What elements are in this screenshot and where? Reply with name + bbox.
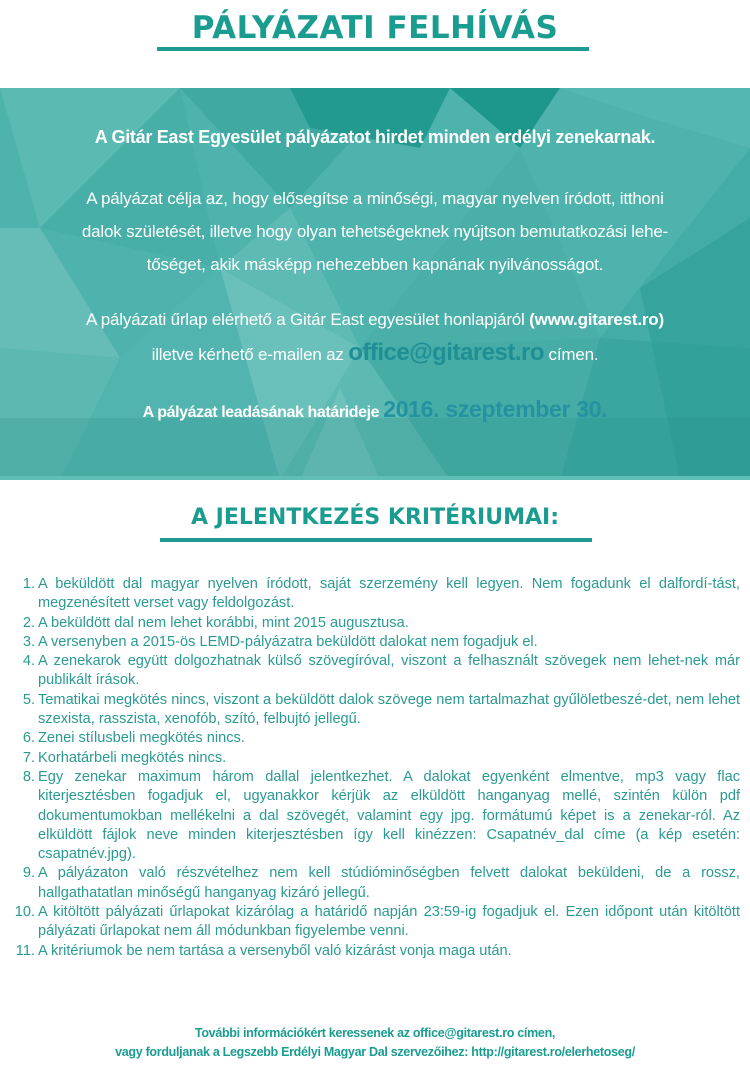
banner-form-info: [0, 303, 750, 371]
criteria-title-underline: [160, 538, 592, 542]
criteria-number: 11.: [15, 942, 35, 959]
criteria-text: A beküldött dal magyar nyelven íródott, saját szerzemény kell legyen. Nem fogadunk el dalfordí-tást, megzenésített verset vagy feldolgozást.: [38, 576, 740, 612]
title-underline: [157, 47, 589, 51]
form-info-line-1: [0, 303, 750, 336]
criteria-item: [0, 768, 750, 864]
criteria-list: [0, 575, 750, 961]
criteria-text: Egy zenekar maximum három dallal jelentkezhet. A dalokat egyenként elmentve, mp3 vagy flac kiterjesztésben fogadjuk el, ugyanakkor kérjük az elküldött hanganyag mellé, szintén külön pdf dokumentumokban mellékelni a dal szövegét, valamint egy jpg. formátumú képet is a zenekar-ról. Az elküldött fájlok neve minden kiterjesztésben így kell kinézzen: Csapatnév_dal címe (a kép esetén: csapatnév.jpg).: [38, 768, 740, 863]
criteria-text: A beküldött dal nem lehet korábbi, mint 2015 augusztusa.: [38, 614, 409, 631]
criteria-text: A kitöltött pályázati űrlapokat kizárólag a határidő napján 23:59-ig fogadjuk el. Ezen időpont után kitöltött pályázati űrlapokat nem áll módunkban figyelembe venni.: [38, 904, 740, 940]
criteria-number: 4.: [22, 653, 35, 670]
criteria-number: 9.: [22, 865, 35, 882]
deadline-date: 2016. szeptember 30.: [383, 396, 608, 422]
footer-line-2: vagy forduljanak a Legszebb Erdélyi Magyar Dal szervezőihez: http://gitarest.ro/elerhetoseg/: [115, 1045, 635, 1059]
form-info-suffix: címen.: [544, 345, 599, 364]
email-link[interactable]: office@gitarest.ro: [348, 339, 545, 366]
criteria-number: 1.: [22, 576, 35, 592]
criteria-text: Tematikai megkötés nincs, viszont a beküldött dalok szövege nem tartalmazhat gyűlöletbeszé-det, nem lehet szexista, rasszista, xenofób, szító, felbujtó jellegű.: [38, 691, 740, 728]
criteria-item: [0, 633, 750, 652]
criteria-number: 10.: [14, 904, 35, 921]
criteria-item: [0, 864, 750, 903]
banner-headline: A Gitár East Egyesület pályázatot hirdet minden erdélyi zenekarnak.: [94, 127, 656, 147]
criteria-item: [0, 614, 750, 633]
footer-line-1: További információkért keressenek az office@gitarest.ro címen,: [194, 1026, 556, 1040]
form-info-prefix: illetve kérhető e-mailen az: [151, 345, 349, 364]
criteria-title: A JELENTKEZÉS KRITÉRIUMAI:: [190, 505, 560, 530]
form-info-text: A pályázati űrlap elérhető a Gitár East egyesület honlapjáról: [86, 310, 530, 329]
banner-deadline: [0, 396, 750, 423]
criteria-item: [0, 652, 750, 691]
footer-contact: [0, 1024, 750, 1062]
page-header: [0, 8, 750, 48]
criteria-text: A kritériumok be nem tartása a versenyből való kizárást vonja maga után.: [38, 942, 512, 959]
criteria-text: A versenyben a 2015-ös LEMD-pályázatra beküldött dalokat nem fogadjuk el.: [38, 633, 538, 650]
criteria-number: 7.: [22, 749, 35, 766]
banner-bottom-edge: [0, 476, 750, 480]
criteria-text: A pályázaton való részvételhez nem kell stúdióminőségben felvett dalokat beküldeni, de a rossz, hallgathatatlan minőségű hanganyag kizáró jellegű.: [38, 865, 740, 901]
criteria-item: [0, 729, 750, 748]
criteria-item: [0, 749, 750, 768]
website-link[interactable]: (www.gitarest.ro): [529, 310, 664, 329]
criteria-item: [0, 942, 750, 961]
purpose-line: A pályázat célja az, hogy elősegítse a minőségi, magyar nyelven íródott, itthoni: [86, 189, 664, 208]
criteria-number: 6.: [22, 730, 35, 747]
criteria-text: Korhatárbeli megkötés nincs.: [38, 749, 227, 766]
criteria-text: A zenekarok együtt dolgozhatnak külső szövegíróval, viszont a felhasznált szövegek nem lehet-nek már publikált írások.: [38, 653, 740, 689]
criteria-number: 8.: [22, 768, 35, 785]
banner-purpose: [0, 182, 750, 281]
criteria-number: 3.: [22, 633, 35, 650]
purpose-line: dalok születését, illetve hogy olyan tehetségeknek nyújtson bemutatkozási lehe-: [81, 222, 669, 241]
deadline-label: A pályázat leadásának határideje: [142, 404, 384, 421]
page-title: PÁLYÁZATI FELHÍVÁS: [191, 10, 559, 46]
criteria-number: 5.: [22, 691, 35, 708]
criteria-item: [0, 903, 750, 942]
criteria-number: 2.: [22, 614, 35, 631]
purpose-line: tőséget, akik másképp nehezebben kapnának nyilvánosságot.: [146, 255, 604, 274]
criteria-item: [0, 691, 750, 730]
criteria-item: [0, 575, 750, 614]
criteria-text: Zenei stílusbeli megkötés nincs.: [38, 730, 245, 747]
form-info-line-2: [0, 336, 750, 371]
